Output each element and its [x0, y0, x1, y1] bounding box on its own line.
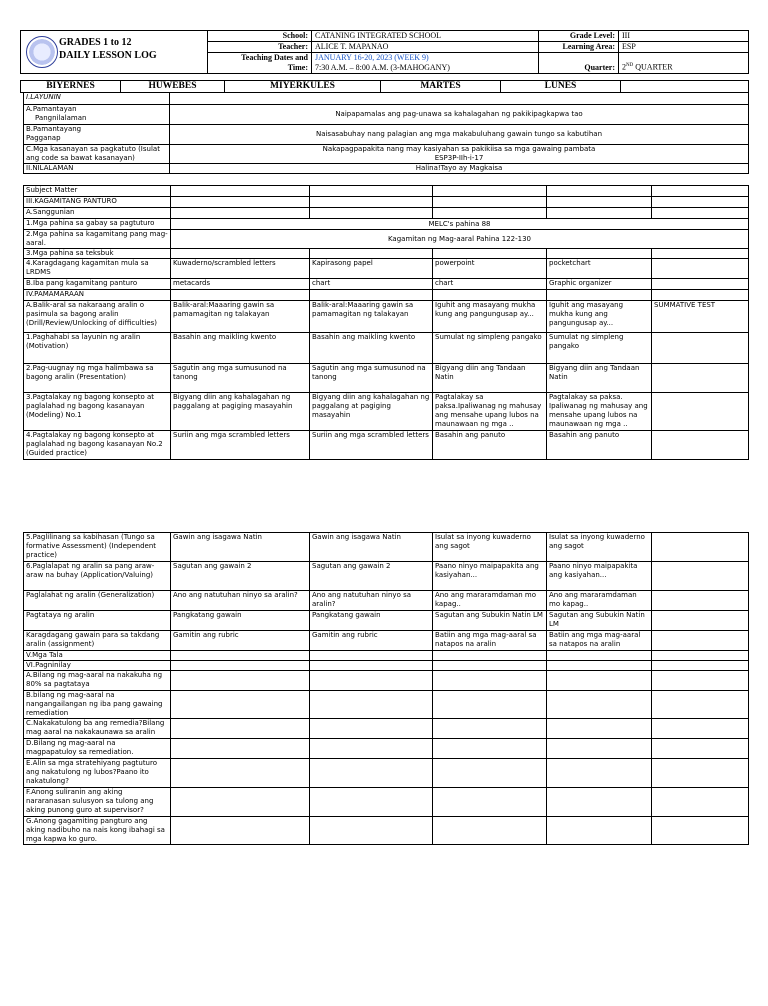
table-row [24, 230, 749, 249]
table-cell [433, 249, 547, 259]
table-cell [652, 290, 749, 301]
table-cell: Sagutan ang Subukin Natin LM [433, 611, 547, 631]
table-cell [433, 817, 547, 845]
table-cell [433, 691, 547, 719]
table-cell: Bigyang diin ang Tandaan Natin [547, 364, 652, 393]
table-cell [652, 611, 749, 631]
table-cell [171, 249, 310, 259]
table-cell: Kuwaderno/scrambled letters [171, 259, 310, 279]
table-row [24, 719, 749, 739]
kasanayan-text [170, 145, 749, 164]
table-cell [171, 691, 310, 719]
table-cell [171, 719, 310, 739]
table-cell [310, 759, 433, 788]
day-lunes: LUNES [501, 81, 621, 93]
table-cell: Bigyang diin ang kahalagahan ng paggalang at pagiging masayahin [171, 393, 310, 431]
table-cell [652, 333, 749, 364]
table-cell: Suriin ang mga scrambled letters [310, 431, 433, 460]
header-info-table [207, 30, 749, 74]
table-cell: powerpoint [433, 259, 547, 279]
table-cell: Pagtalakay sa paksa. Ipaliwanag ng mahusay ang mensahe upang lubos na maunawaan ng mga .. [547, 393, 652, 431]
day-blank [621, 81, 749, 93]
time-value: 7:30 A.M. – 8:00 A.M. (3-MAHOGANY) [315, 63, 450, 72]
table-row [24, 279, 749, 290]
table-cell: Balik-aral:Maaaring gawin sa pamamagitan ng talakayan [171, 301, 310, 333]
table-cell [652, 393, 749, 431]
table-cell [652, 562, 749, 591]
grade-value: III [619, 31, 749, 42]
table-cell: Sagutan ang Subukin Natin LM [547, 611, 652, 631]
grade-label: Grade Level: [539, 31, 619, 42]
quarter-word: QUARTER [635, 63, 673, 72]
quarter-value [619, 53, 749, 74]
table-cell: Isulat sa inyong kuwaderno ang sagot [547, 533, 652, 562]
table-cell [652, 197, 749, 208]
table-cell: Iguhit ang masayang mukha kung ang pangungusap ay... [433, 301, 547, 333]
table-cell [310, 719, 433, 739]
row-label: 5.Paglilinang sa kabihasan (Tungo sa formative Assessment) (Independent practice) [24, 533, 171, 562]
layunin-table [23, 92, 749, 174]
table-cell: Ano ang mararamdaman mo kapag.. [433, 591, 547, 611]
table-cell [171, 661, 310, 671]
table-cell: Pangkatang gawain [310, 611, 433, 631]
pagganap-label-2: Pagganap [26, 134, 61, 142]
table-cell [433, 661, 547, 671]
table-cell: Gawin ang isagawa Natin [171, 533, 310, 562]
table-cell [652, 719, 749, 739]
quarter-number: 2 [622, 63, 626, 72]
table-cell [171, 671, 310, 691]
table-cell [652, 591, 749, 611]
table-row [24, 431, 749, 460]
pamantayan-label [24, 105, 170, 125]
table-cell: Basahin ang panuto [433, 431, 547, 460]
table-cell [310, 197, 433, 208]
table-cell: pocketchart [547, 259, 652, 279]
layunin-heading-blank [170, 93, 749, 105]
title-line-1: GRADES 1 to 12 [59, 37, 132, 48]
table-cell [171, 759, 310, 788]
row-label: Pagtataya ng aralin [24, 611, 171, 631]
table-cell [547, 739, 652, 759]
day-miyerkules: MIYERKULES [225, 81, 381, 93]
table-cell [652, 671, 749, 691]
table-cell [171, 788, 310, 817]
table-row [24, 817, 749, 845]
table-cell [433, 197, 547, 208]
row-label: 4.Karagdagang kagamitan mula sa LRDMS [24, 259, 171, 279]
pagganap-label [24, 125, 170, 145]
table-cell [433, 651, 547, 661]
table-cell [652, 279, 749, 290]
kasanayan-code: ESP3P-IIh-i-17 [434, 154, 484, 162]
table-cell: Sumulat ng simpleng pangako [433, 333, 547, 364]
table-row [24, 364, 749, 393]
day-martes: MARTES [381, 81, 501, 93]
table-cell [652, 651, 749, 661]
table-cell: Basahin ang maikling kwento [310, 333, 433, 364]
row-label: D.Bilang ng mag-aaral na magpapatuloy sa remediation. [24, 739, 171, 759]
table-cell: Batiin ang mga mag-aaral sa natapos na aralin [547, 631, 652, 651]
table-cell [171, 197, 310, 208]
table-row [24, 591, 749, 611]
table-cell: Graphic organizer [547, 279, 652, 290]
table-row [24, 661, 749, 671]
pamantayan-label-1: A.Pamantayan [26, 105, 77, 113]
table-cell [310, 817, 433, 845]
table-cell [433, 671, 547, 691]
table-cell [547, 290, 652, 301]
table-cell: Ano ang natutuhan ninyo sa aralin? [171, 591, 310, 611]
table-cell [547, 651, 652, 661]
row-label: A.Bilang ng mag-aaral na nakakuha ng 80% sa pagtataya [24, 671, 171, 691]
row-label: C.Nakakatulong ba ang remedia?Bilang mag aaral na nakakaunawa sa aralin [24, 719, 171, 739]
table-row [24, 219, 749, 230]
title-line-2: DAILY LESSON LOG [59, 50, 157, 61]
row-label: VI.Pagninilay [24, 661, 171, 671]
table-cell [171, 208, 310, 219]
table-cell [433, 788, 547, 817]
school-label: School: [208, 31, 312, 42]
school-value: CATANING INTEGRATED SCHOOL [312, 31, 539, 42]
table-cell [547, 197, 652, 208]
table-cell: Sagutan ang gawain 2 [171, 562, 310, 591]
table-cell: Gawin ang isagawa Natin [310, 533, 433, 562]
pagganap-label-1: B.Pamantayang [26, 125, 82, 133]
table-row [24, 631, 749, 651]
table-cell [433, 186, 547, 197]
quarter-label [539, 53, 619, 74]
table-cell [310, 739, 433, 759]
row-label: Karagdagang gawain para sa takdang aralin (assignment) [24, 631, 171, 651]
table-row [24, 759, 749, 788]
table-cell: Sumulat ng simpleng pangako [547, 333, 652, 364]
table-cell [547, 208, 652, 219]
table-cell: Balik-aral:Maaaring gawin sa pamamagitan ng talakayan [310, 301, 433, 333]
table-cell: Sagutin ang mga sumusunod na tanong [171, 364, 310, 393]
kasanayan-label: C.Mga kasanayan sa pagkatuto (Isulat ang code sa bawat kasanayan) [24, 145, 170, 164]
table-cell: SUMMATIVE TEST [652, 301, 749, 333]
table-cell [547, 186, 652, 197]
table-cell [652, 249, 749, 259]
table-cell [652, 186, 749, 197]
row-label: V.Mga Tala [24, 651, 171, 661]
table-cell [652, 259, 749, 279]
table-cell [547, 788, 652, 817]
quarter-label-text: Quarter: [584, 63, 615, 72]
table-cell [310, 691, 433, 719]
table-cell [652, 431, 749, 460]
table-cell: Suriin ang mga scrambled letters [171, 431, 310, 460]
deped-seal-icon [26, 36, 58, 68]
table-row [24, 208, 749, 219]
table-row [24, 788, 749, 817]
table-cell: Bigyang diin ang kahalagahan ng paggalang at pagiging masayahin [310, 393, 433, 431]
table-cell [652, 208, 749, 219]
row-label: A.Balik-aral sa nakaraang aralin o pasimula sa bagong aralin (Drill/Review/Unlocking of difficulties) [24, 301, 171, 333]
table-cell: Batiin ang mga mag-aaral sa natapos na aralin [433, 631, 547, 651]
teacher-label: Teacher: [208, 42, 312, 53]
nilalaman-label: II.NILALAMAN [24, 164, 170, 174]
day-biyernes: BIYERNES [21, 81, 121, 93]
table-cell: Pagtalakay sa paksa.Ipaliwanag ng mahusay ang mensahe upang lubos na maunawaan ng mga .. [433, 393, 547, 431]
table-cell [547, 249, 652, 259]
table-cell [652, 631, 749, 651]
table-cell [433, 739, 547, 759]
table-row [24, 651, 749, 661]
row-label: 4.Pagtalakay ng bagong konsepto at paglalahad ng bagong kasanayan No.2 (Guided practice) [24, 431, 171, 460]
table-cell [652, 788, 749, 817]
table-cell: Gamitin ang rubric [310, 631, 433, 651]
pamantayan-label-2: Pangnilalaman [35, 114, 87, 122]
dates-time-value [312, 53, 539, 74]
table-cell: metacards [171, 279, 310, 290]
row-label: F.Anong suliranin ang aking nararanasan sulusyon sa tulong ang aking punong guro at supervisor? [24, 788, 171, 817]
table-cell [652, 661, 749, 671]
day-huwebes: HUWEBES [121, 81, 225, 93]
time-label: Time: [287, 63, 308, 72]
table-cell: Isulat sa inyong kuwaderno ang sagot [433, 533, 547, 562]
table-cell: Gamitin ang rubric [171, 631, 310, 651]
row-label: B.Iba pang kagamitang panturo [24, 279, 171, 290]
row-span-cell: Kagamitan ng Mag-aaral Pahina 122-130 [171, 230, 749, 249]
layunin-heading-text: I.LAYUNIN [26, 93, 61, 101]
row-label: 3.Pagtalakay ng bagong konsepto at paglalahad ng bagong kasanayan (Modeling) No.1 [24, 393, 171, 431]
table-cell: Kapirasong papel [310, 259, 433, 279]
table-cell [310, 208, 433, 219]
table-row [24, 393, 749, 431]
table-cell: Paano ninyo maipapakita ang kasiyahan... [547, 562, 652, 591]
table-cell: chart [310, 279, 433, 290]
header-title-box [20, 30, 208, 74]
plan-table-bottom [23, 532, 749, 845]
table-cell [310, 661, 433, 671]
table-cell [171, 186, 310, 197]
table-row [24, 611, 749, 631]
table-row [24, 197, 749, 208]
table-cell: Sagutan ang gawain 2 [310, 562, 433, 591]
row-label: E.Alin sa mga stratehiyang pagtuturo ang nakatulong ng lubos?Paano ito nakatulong? [24, 759, 171, 788]
area-label: Learning Area: [539, 42, 619, 53]
row-label: 3.Mga pahina sa teksbuk [24, 249, 171, 259]
layunin-heading [24, 93, 170, 105]
table-cell [652, 533, 749, 562]
row-label: G.Anong gagamiting pangturo ang aking nadibuho na nais kong ibahagi sa mga kapwa ko guro. [24, 817, 171, 845]
table-row [24, 186, 749, 197]
table-row [24, 301, 749, 333]
table-cell [310, 788, 433, 817]
quarter-suffix: ND [626, 63, 634, 69]
table-cell [547, 691, 652, 719]
table-cell [547, 817, 652, 845]
table-cell: Paano ninyo maipapakita ang kasiyahan... [433, 562, 547, 591]
dates-value: JANUARY 16-20, 2023 (WEEK 9) [315, 53, 429, 62]
table-cell: Pangkatang gawain [171, 611, 310, 631]
table-cell [652, 691, 749, 719]
area-value: ESP [619, 42, 749, 53]
table-cell [310, 651, 433, 661]
row-label: IV.PAMAMARAAN [24, 290, 171, 301]
table-cell [547, 671, 652, 691]
row-label: 2.Mga pahina sa kagamitang pang mag-aaral. [24, 230, 171, 249]
row-label: 1.Mga pahina sa gabay sa pagtuturo [24, 219, 171, 230]
table-cell [547, 661, 652, 671]
row-label: 2.Pag-uugnay ng mga halimbawa sa bagong aralin (Presentation) [24, 364, 171, 393]
row-label: Subject Matter [24, 186, 171, 197]
table-cell [652, 759, 749, 788]
row-label: III.KAGAMITANG PANTURO [24, 197, 171, 208]
dates-time-label [208, 53, 312, 74]
table-cell [652, 739, 749, 759]
row-label: 1.Paghahabi sa layunin ng aralin (Motivation) [24, 333, 171, 364]
table-cell [171, 739, 310, 759]
table-cell [652, 817, 749, 845]
table-cell [310, 671, 433, 691]
table-cell: Basahin ang panuto [547, 431, 652, 460]
table-row [24, 691, 749, 719]
table-row [24, 739, 749, 759]
table-cell: Sagutin ang mga sumusunod na tanong [310, 364, 433, 393]
table-cell: Ano ang natutuhan ninyo sa aralin? [310, 591, 433, 611]
table-cell [433, 719, 547, 739]
table-cell: Iguhit ang masayang mukha kung ang pangungusap ay... [547, 301, 652, 333]
table-cell [310, 249, 433, 259]
header [20, 30, 748, 74]
table-row [24, 333, 749, 364]
table-row [24, 290, 749, 301]
table-cell [171, 651, 310, 661]
dates-label: Teaching Dates and [241, 53, 308, 62]
table-cell [433, 290, 547, 301]
row-label: A.Sanggunian [24, 208, 171, 219]
table-cell [433, 759, 547, 788]
table-row [24, 259, 749, 279]
table-cell [433, 208, 547, 219]
table-row [24, 671, 749, 691]
row-label: 6.Paglalapat ng aralin sa pang araw-araw na buhay (Application/Valuing) [24, 562, 171, 591]
row-span-cell: MELC's pahina 88 [171, 219, 749, 230]
table-cell [171, 290, 310, 301]
pamantayan-text: Naipapamalas ang pag-unawa sa kahalagahan ng pakikipagkapwa tao [170, 105, 749, 125]
plan-table-top [23, 185, 749, 460]
row-label: Paglalahat ng aralin (Generalization) [24, 591, 171, 611]
pagganap-text: Naisasabuhay nang palagian ang mga makabuluhang gawain tungo sa kabutihan [170, 125, 749, 145]
kasanayan-text-1: Nakapagpapakita nang may kasiyahan sa pakikiisa sa mga gawaing pambata [322, 145, 596, 153]
nilalaman-text: Halina!Tayo ay Magkaisa [170, 164, 749, 174]
table-row [24, 533, 749, 562]
row-label: B.bilang ng mag-aaral na nangangailangan ng iba pang gawaing remediation [24, 691, 171, 719]
table-cell [652, 364, 749, 393]
table-cell: Basahin ang maikling kwento [171, 333, 310, 364]
table-cell [310, 186, 433, 197]
table-cell [547, 759, 652, 788]
table-row [24, 249, 749, 259]
table-cell [171, 817, 310, 845]
table-cell: Ano ang mararamdaman mo kapag.. [547, 591, 652, 611]
table-cell [547, 719, 652, 739]
table-cell: Bigyang diin ang Tandaan Natin [433, 364, 547, 393]
teacher-value: ALICE T. MAPANAO [312, 42, 539, 53]
table-cell [310, 290, 433, 301]
table-cell: chart [433, 279, 547, 290]
table-row [24, 562, 749, 591]
